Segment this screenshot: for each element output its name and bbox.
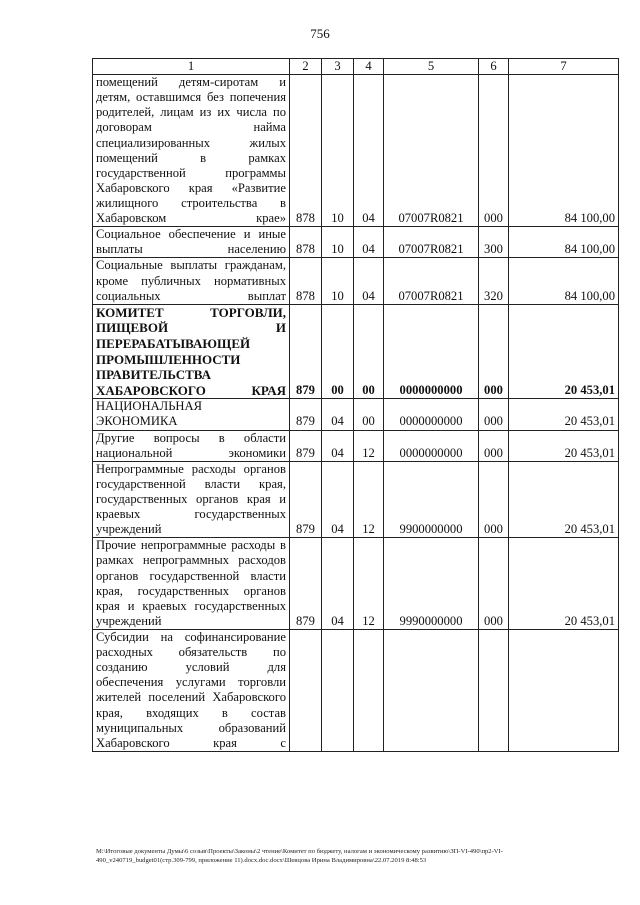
table-row	[93, 629, 619, 751]
cell-target-item: 9900000000	[384, 461, 479, 538]
cell-name: Другие вопросы в области национальной экономики	[93, 430, 290, 461]
header-cell: 2	[290, 59, 322, 75]
cell-section: 10	[322, 227, 354, 258]
cell-section	[322, 629, 354, 751]
header-cell: 3	[322, 59, 354, 75]
cell-admin-code: 879	[290, 399, 322, 430]
cell-amount: 20 453,01	[509, 538, 619, 630]
cell-admin-code: 878	[290, 227, 322, 258]
cell-target-item: 0000000000	[384, 304, 479, 399]
cell-amount	[509, 629, 619, 751]
cell-target-item: 9990000000	[384, 538, 479, 630]
cell-target-item	[384, 629, 479, 751]
cell-expense-type: 300	[479, 227, 509, 258]
cell-amount: 20 453,01	[509, 430, 619, 461]
cell-subsection: 12	[354, 430, 384, 461]
cell-expense-type	[479, 629, 509, 751]
cell-expense-type: 320	[479, 258, 509, 304]
table-row	[93, 399, 619, 430]
cell-subsection	[354, 629, 384, 751]
header-cell: 5	[384, 59, 479, 75]
header-cell: 4	[354, 59, 384, 75]
table-row	[93, 430, 619, 461]
cell-amount: 84 100,00	[509, 227, 619, 258]
cell-expense-type: 000	[479, 461, 509, 538]
cell-admin-code: 878	[290, 75, 322, 227]
cell-amount: 84 100,00	[509, 75, 619, 227]
cell-section: 10	[322, 258, 354, 304]
header-cell: 6	[479, 59, 509, 75]
cell-target-item: 07007R0821	[384, 227, 479, 258]
cell-name: Социальное обеспечение и иные выплаты населению	[93, 227, 290, 258]
cell-subsection: 04	[354, 227, 384, 258]
cell-admin-code: 879	[290, 461, 322, 538]
table-row	[93, 75, 619, 227]
cell-subsection: 00	[354, 304, 384, 399]
cell-target-item: 0000000000	[384, 399, 479, 430]
cell-amount: 20 453,01	[509, 461, 619, 538]
cell-expense-type: 000	[479, 430, 509, 461]
cell-name: Прочие непрограммные расходы в рамках непрограммных расходов органов государственной власти края, государственных органов края и краевых государственных учреждений	[93, 538, 290, 630]
cell-subsection: 12	[354, 461, 384, 538]
table-row	[93, 461, 619, 538]
cell-admin-code: 879	[290, 430, 322, 461]
cell-expense-type: 000	[479, 399, 509, 430]
cell-admin-code: 879	[290, 538, 322, 630]
cell-name: КОМИТЕТ ТОРГОВЛИ, ПИЩЕВОЙ И ПЕРЕРАБАТЫВАЮЩЕЙ ПРОМЫШЛЕННОСТИ ПРАВИТЕЛЬСТВА ХАБАРОВСКОГО КРАЯ	[93, 304, 290, 399]
cell-name: помещений детям-сиротам и детям, оставшимся без попечения родителей, лицам из их числа по договорам найма специализированных жилых помещений в рамках государственной программы Хабаровского края «Развитие жилищного строительства в Хабаровском крае»	[93, 75, 290, 227]
cell-subsection: 04	[354, 75, 384, 227]
table-row	[93, 227, 619, 258]
cell-amount: 20 453,01	[509, 304, 619, 399]
footer-path-line: 490_v240719_budget01(стр.309-799, приложение 11).docx.doc.docx\Шевцова Ирина Владимировна\22.07.2019 8:48:53	[96, 856, 427, 864]
cell-amount: 84 100,00	[509, 258, 619, 304]
header-cell: 7	[509, 59, 619, 75]
budget-table	[92, 58, 619, 752]
document-footer	[96, 848, 618, 866]
cell-expense-type: 000	[479, 304, 509, 399]
cell-target-item: 07007R0821	[384, 75, 479, 227]
table-header-row	[93, 59, 619, 75]
cell-name: НАЦИОНАЛЬНАЯ ЭКОНОМИКА	[93, 399, 290, 430]
cell-section: 10	[322, 75, 354, 227]
table-row	[93, 258, 619, 304]
cell-name: Непрограммные расходы органов государственной власти края, государственных органов края и краевых государственных учреждений	[93, 461, 290, 538]
cell-subsection: 12	[354, 538, 384, 630]
cell-expense-type: 000	[479, 75, 509, 227]
cell-target-item: 0000000000	[384, 430, 479, 461]
page-number: 756	[310, 26, 330, 41]
cell-admin-code: 879	[290, 304, 322, 399]
footer-path-line: M:\Итоговые документы Думы\6 созыв\Проекты\Законы\2 чтение\Комитет по бюджету, налогам и экономическому развитию\ЗП-VI-490\пр2-VI-	[96, 848, 503, 855]
cell-section: 00	[322, 304, 354, 399]
cell-expense-type: 000	[479, 538, 509, 630]
header-cell: 1	[93, 59, 290, 75]
cell-name: Социальные выплаты гражданам, кроме публичных нормативных социальных выплат	[93, 258, 290, 304]
cell-section: 04	[322, 430, 354, 461]
cell-amount: 20 453,01	[509, 399, 619, 430]
table-row	[93, 304, 619, 399]
cell-section: 04	[322, 461, 354, 538]
cell-subsection: 00	[354, 399, 384, 430]
cell-target-item: 07007R0821	[384, 258, 479, 304]
cell-section: 04	[322, 538, 354, 630]
cell-section: 04	[322, 399, 354, 430]
cell-subsection: 04	[354, 258, 384, 304]
cell-admin-code	[290, 629, 322, 751]
cell-name: Субсидии на софинансирование расходных обязательств по созданию условий для обеспечения услугами торговли жителей поселений Хабаровского края, входящих в состав муниципальных образований Хабаровского края с	[93, 629, 290, 751]
table-row	[93, 538, 619, 630]
cell-admin-code: 878	[290, 258, 322, 304]
